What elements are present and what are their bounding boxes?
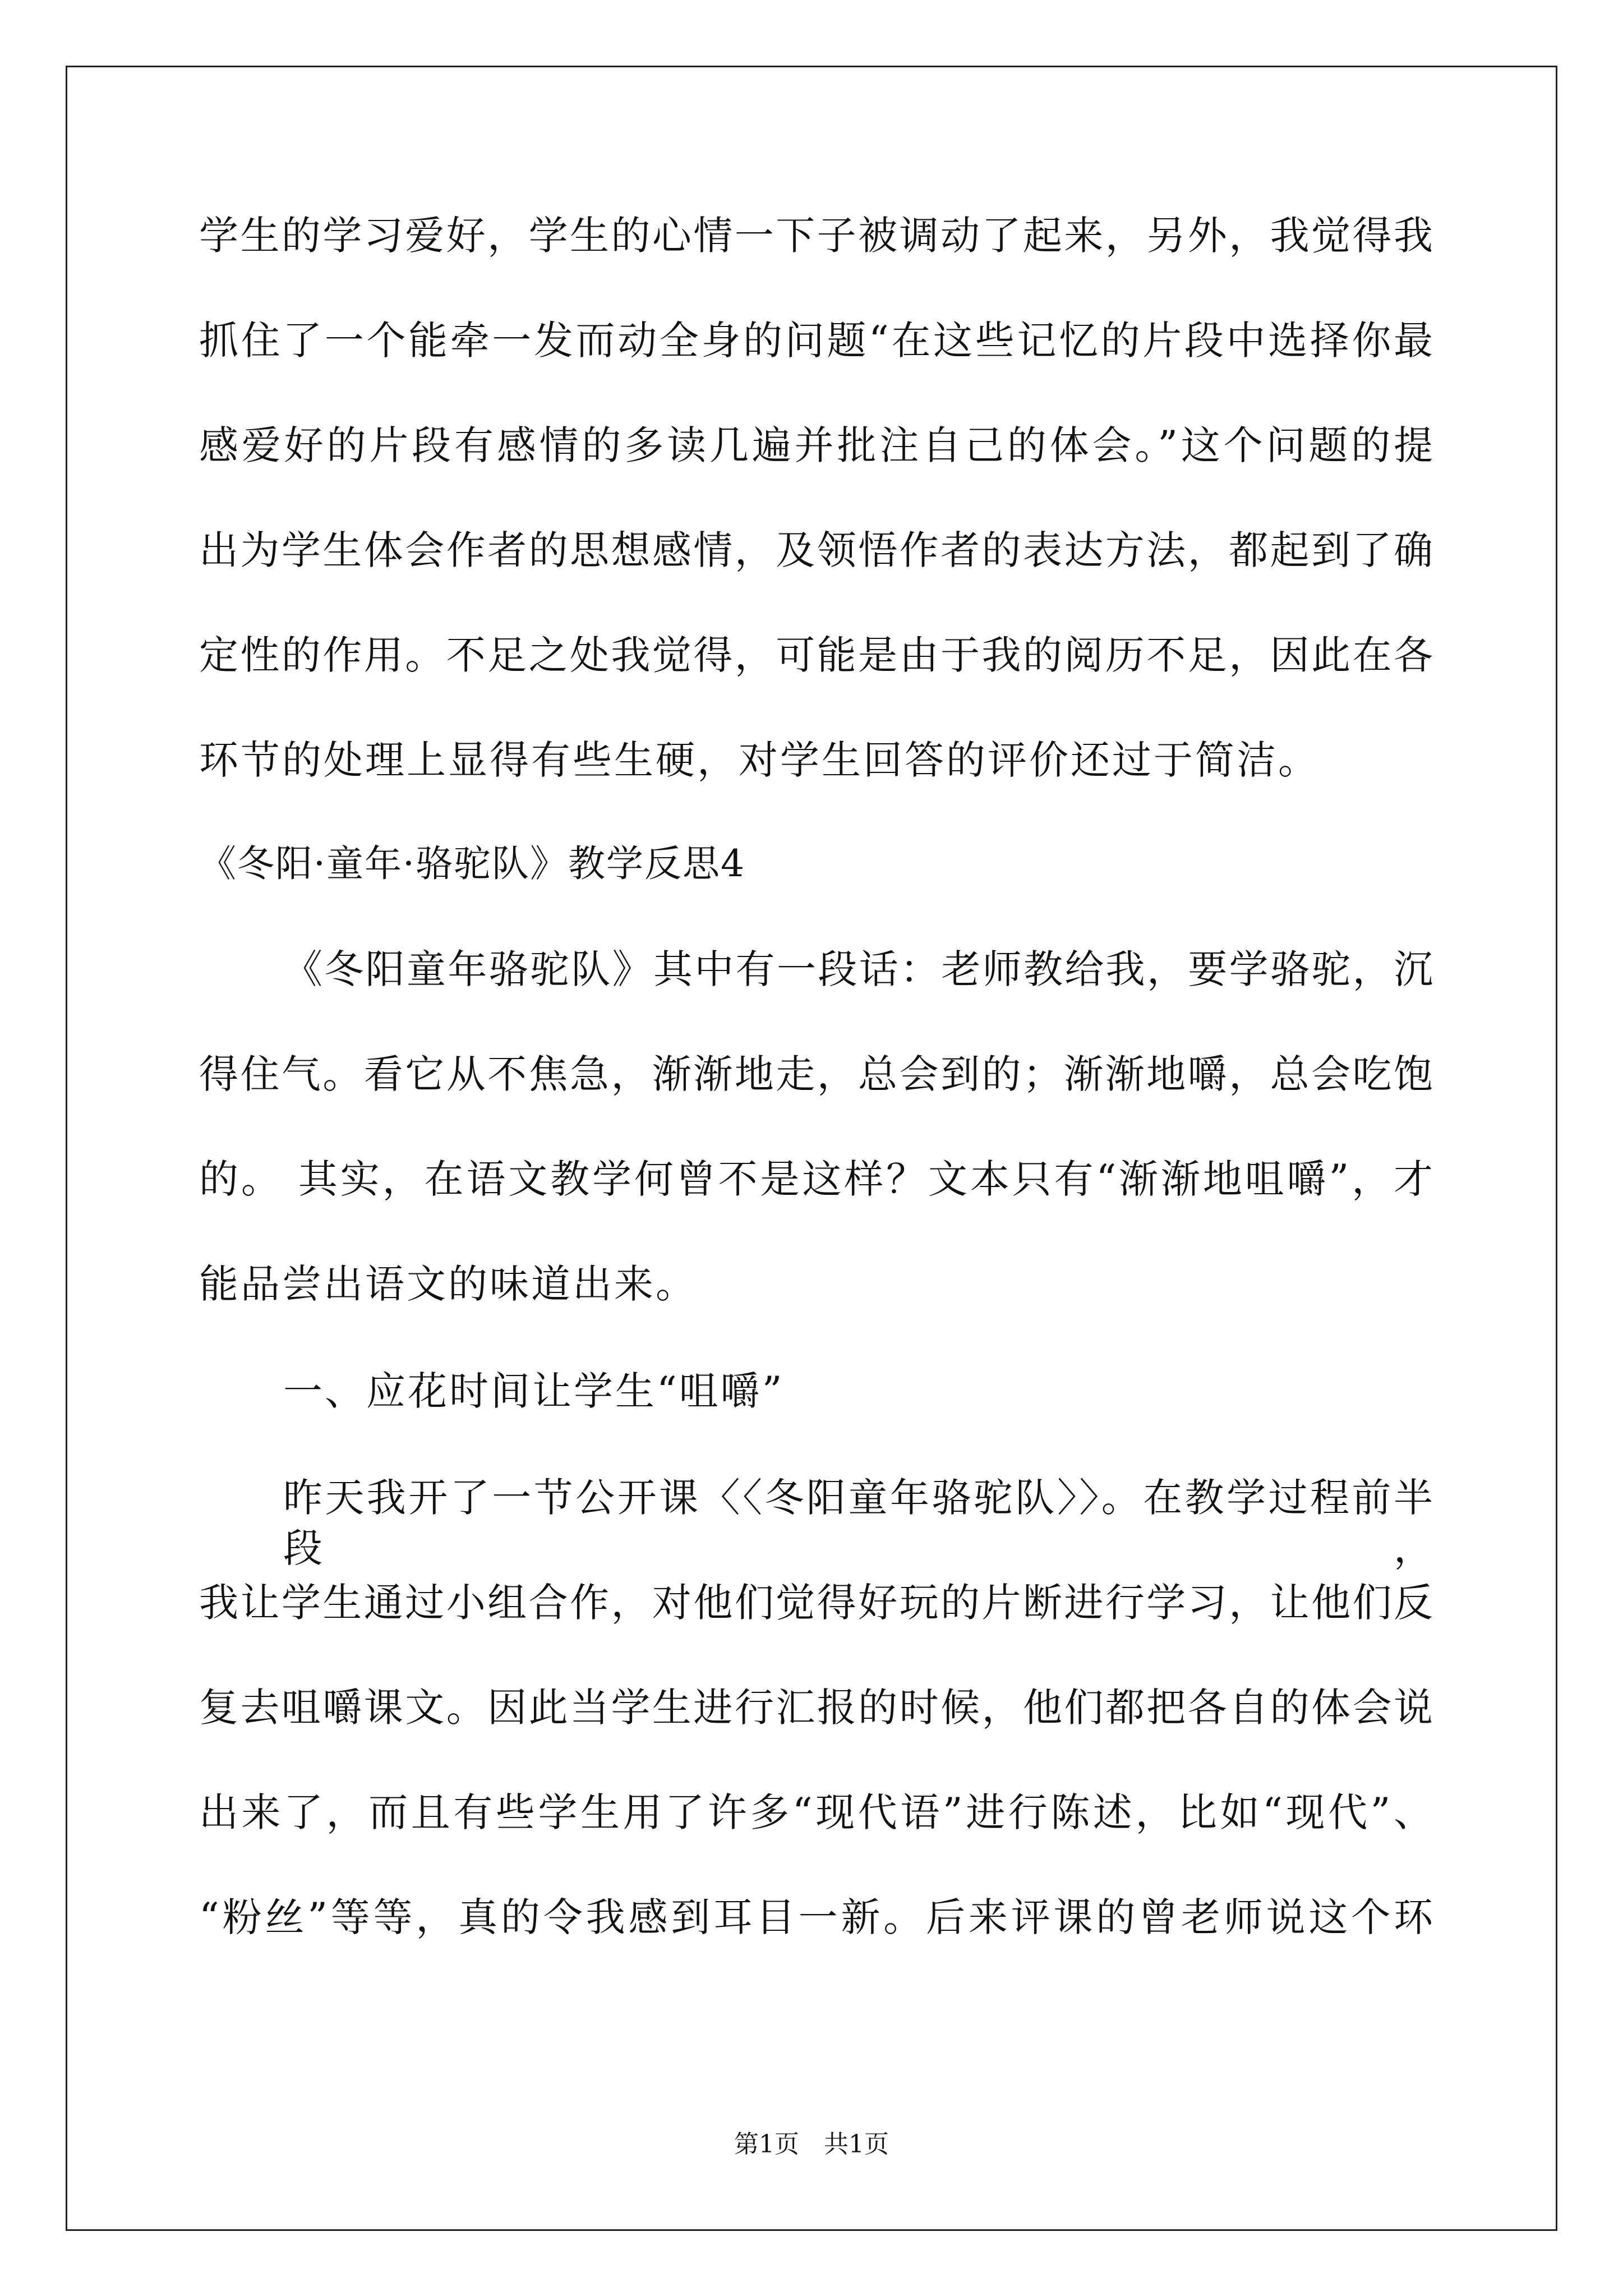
paragraph-line: 得住气。看它从不焦急，渐渐地走，总会到的；渐渐地嚼，总会吃饱: [199, 1051, 1433, 1097]
section-title: 《冬阳·童年·骆驼队》教学反思4: [199, 842, 745, 885]
paragraph-line: 的。 其实，在语文教学何曾不是这样？文本只有“渐渐地咀嚼”，才: [199, 1156, 1433, 1202]
paragraph-line: 环节的处理上显得有些生硬，对学生回答的评价还过于简洁。: [199, 737, 1320, 783]
paragraph-line: 我让学生通过小组合作，对他们觉得好玩的片断进行学习，让他们反: [199, 1580, 1433, 1626]
paragraph-line: 抓住了一个能牵一发而动全身的问题“在这些记忆的片段中选择你最: [199, 318, 1433, 364]
paragraph-line: 感爱好的片段有感情的多读几遍并批注自己的体会。”这个问题的提: [199, 422, 1433, 468]
page-footer: 第1页 共1页: [734, 2130, 889, 2159]
paragraph-line: 学生的学习爱好，学生的心情一下子被调动了起来，另外，我觉得我: [199, 213, 1433, 259]
paragraph-line: 复去咀嚼课文。因此当学生进行汇报的时候，他们都把各自的体会说: [199, 1685, 1433, 1731]
paragraph-line: 《冬阳童年骆驼队》其中有一段话：老师教给我，要学骆驼，沉: [283, 946, 1433, 992]
paragraph-line: 昨天我开了一节公开课〈〈冬阳童年骆驼队〉〉。在教学过程前半段，: [283, 1475, 1433, 1571]
subheading: 一、应花时间让学生“咀嚼”: [283, 1368, 785, 1414]
paragraph-line: 出来了，而且有些学生用了许多“现代语”进行陈述，比如“现代”、: [199, 1789, 1433, 1835]
paragraph-line: 能品尝出语文的味道出来。: [199, 1261, 697, 1307]
paragraph-line: “粉丝”等等，真的令我感到耳目一新。后来评课的曾老师说这个环: [199, 1894, 1433, 1940]
paragraph-line: 定性的作用。不足之处我觉得，可能是由于我的阅历不足，因此在各: [199, 632, 1433, 678]
paragraph-line: 出为学生体会作者的思想感情，及领悟作者的表达方法，都起到了确: [199, 527, 1433, 573]
